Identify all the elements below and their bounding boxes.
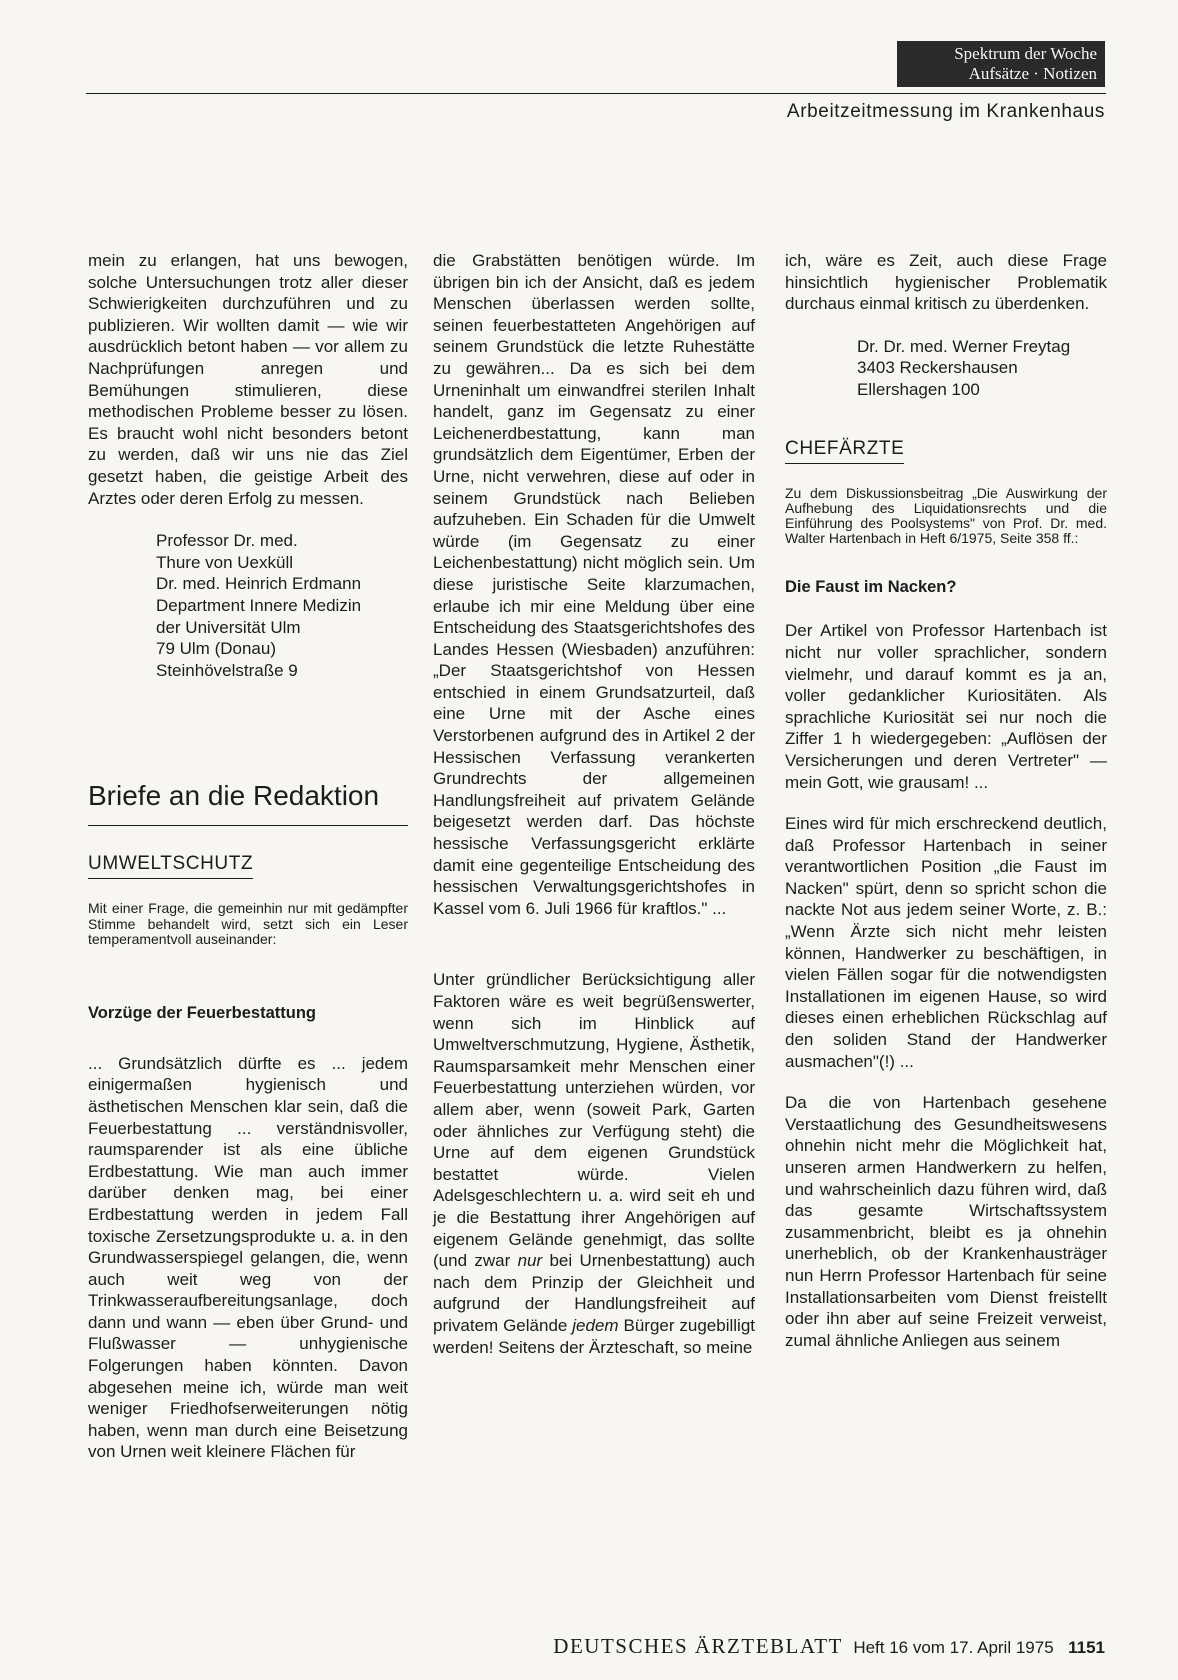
signature-line: Thure von Uexküll [156, 552, 294, 572]
signature-line: Steinhövelstraße 9 [156, 660, 298, 680]
badge-line-2: Aufsätze · Notizen [968, 64, 1097, 83]
paragraph: mein zu erlangen, hat uns bewogen, solche Untersuchungen trotz aller dieser Schwierigkeiten durchzuführen und zu publizieren. Wir wollten damit — wie wir ausdrücklich betont haben — vor allem zu Nachprüfungen anregen und Bemühungen stimulieren, diese methodischen Probleme besser zu lösen. Es braucht wohl nicht besonders betont zu werden, daß wir uns nie das Ziel gesetzt haben, die geistige Arbeit des Arztes oder deren Erfolg zu messen. [88, 251, 408, 508]
letters-heading: Briefe an die Redaktion [88, 779, 408, 826]
intro-text: Zu dem Diskussionsbeitrag „Die Auswirkung der Aufhebung des Liquidationsrechts und die Einführung des Poolsystems" von Prof. Dr. med. Walter Hartenbach in Heft 6/1975, Seite 358 ff.: [785, 484, 1107, 547]
emphasis: jedem [572, 1315, 619, 1335]
paragraph: Der Artikel von Professor Hartenbach ist nicht nur voller sprachlicher, sondern vielmehr, und darauf kommt es ja an, voller gedanklicher Kuriositäten. Als sprachliche Kuriosität sei nur noch die Ziffer 1 h wiedergegeben: „Auflösen der Versicherungen und deren Vertreter" — mein Gott, wie grausam! ... [785, 621, 1107, 792]
paragraph: ... Grundsätzlich dürfte es ... jedem einigermaßen hygienisch und ästhetischen Menschen klar sein, daß die Feuerbestattung ... verständnisvoller, raumsparender ist als eine übliche Erdbestattung. Wie man auch immer darüber denken mag, bei einer Erdbestattung werden in jedem Fall toxische Zersetzungsprodukte u. a. in den Grundwasserspiegel gelangen, die, wenn auch weit weg von der Trinkwasseraufbereitungsanlage, doch dann und wann — eben über Grund- und Flußwasser — unhygienische Folgerungen haben könnten. Davon abgesehen meine ich, würde man weit weniger Friedhofserweiterungen nötig haben, wenn man durch eine Beisetzung von Urnen weit kleinere Flächen für [88, 1053, 408, 1462]
column-3 [785, 250, 1107, 1351]
signature-line: 79 Ulm (Donau) [156, 639, 276, 659]
text-run: Bürger zugebilligt werden! Seitens der Ärzteschaft, so meine [433, 1315, 756, 1357]
category-heading: CHEFÄRZTE [785, 437, 904, 464]
paragraph: Eines wird für mich erschreckend deutlich, daß Professor Hartenbach in seiner verantwortlichen Position „die Faust im Nacken" spürt, denn so spricht schon die nackte Not aus jedem seiner Worte, z. B.: „Wenn Ärzte sich nicht mehr leisten können, Handwerker zu beschäftigen, in vielen Fällen sogar für die notwendigsten Installationen im eigenen Hause, so wird dieses einen erheblichen Rückschlag auf den soliden Stand der Handwerker ausmachen"(!) ... [785, 814, 1107, 1071]
top-rule [86, 93, 1106, 94]
signature-line: 3403 Reckershausen [857, 358, 1018, 378]
paragraph: Da die von Hartenbach gesehene Verstaatlichung des Gesundheitswesens ohnehin nicht mehr die Möglichkeit hat, unseren armen Handwerkern zu helfen, und wahrscheinlich dazu führen wird, daß das gesamte Wirtschaftssystem zusammenbricht, bleibt es ja ohnehin unerheblich, ob der Krankenhausträger nun Herrn Professor Hartenbach für seine Installationsarbeiten vom Dienst freistellt oder ihn aber auf seine Freizeit verweist, zumal ähnliche Anliegen aus seinem [785, 1093, 1107, 1350]
paragraph [433, 969, 755, 1358]
text-run: Unter gründlicher Berücksichtigung aller Faktoren wäre es weit begrüßenswerter, wenn sich im Hinblick auf Umweltverschmutzung, Hygiene, Ästhetik, Raumsparsamkeit mehr Menschen einer Feuerbestattung unterziehen würden, vor allem aber, wenn (soweit Park, Garten oder ähnliches zur Verfügung steht) die Urne auf dem eigenen Grundstück bestattet würde. Vielen Adelsgeschlechtern u. a. wird seit eh und je die Bestattung ihrer Angehörigen auf eigenem Gelände genehmigt, das sollte (und zwar [433, 970, 755, 1271]
section-badge [897, 41, 1105, 87]
intro-text: Mit einer Frage, die gemeinhin nur mit gedämpfter Stimme behandelt wird, setzt sich ein Leser temperamentvoll auseinander: [88, 900, 408, 947]
paragraph: die Grabstätten benötigen würde. Im übrigen bin ich der Ansicht, daß es jedem Menschen überlassen werden sollte, seinen feuerbestatteten Angehörigen auf seinem Grundstück die letzte Ruhestätte zu gewähren... Da es sich bei dem Urneninhalt um einwandfrei sterilen Inhalt handelt, ganz im Gegensatz zu einer Leichenerdbestattung, kann man grundsätzlich dem Eigentümer, Erben der Urne, nicht verwehren, diese auf oder in seinem Grundstück nach Belieben aufzuheben. Ein Schaden für die Umwelt würde (im Gegensatz zu einer Leichenbestattung) nicht möglich sein. Um diese juristische Seite klarzumachen, erlaube ich mir eine Meldung über eine Entscheidung des Staatsgerichtshofes des Landes Hessen (Wiesbaden) anzuführen: „Der Staatsgerichtshof von Hessen entschied in einem Grundsatzurteil, daß eine Urne mit der Asche eines Verstorbenen aufgrund des in Artikel 2 der Hessischen Verfassung verankerten Grundrechts der allgemeinen Handlungsfreiheit auf privatem Gelände beigesetzt werden darf. Das höchste hessische Verfassungsgericht erklärte damit eine gegenteilige Entscheidung des hessischen Verwaltungsgerichtshofes in Kassel vom 6. Juli 1966 für kraftlos." ... [433, 251, 755, 918]
signature-line: Ellershagen 100 [857, 379, 980, 399]
column-2 [433, 250, 755, 1358]
article-title: Vorzüge der Feuerbestattung [88, 1004, 316, 1023]
issue-info: Heft 16 vom 17. April 1975 [853, 1638, 1054, 1657]
page-number: 1151 [1068, 1638, 1105, 1657]
category-heading: UMWELTSCHUTZ [88, 852, 253, 879]
signature-line: Professor Dr. med. [156, 531, 298, 551]
signature-line: Dr. med. Heinrich Erdmann [156, 574, 362, 594]
paragraph: ich, wäre es Zeit, auch diese Frage hinsichtlich hygienischer Problematik durchaus einmal kritisch zu überdenken. [785, 251, 1107, 314]
signature-line: Department Innere Medizin [156, 595, 362, 615]
journal-name: DEUTSCHES ÄRZTEBLATT [553, 1634, 843, 1658]
signature-block [156, 530, 408, 681]
signature-block [857, 336, 1107, 401]
article-title: Die Faust im Nacken? [785, 577, 957, 596]
section-title: Arbeitzeitmessung im Krankenhaus [786, 101, 1105, 122]
emphasis: nur [517, 1251, 543, 1271]
page-footer [553, 1634, 1105, 1659]
column-1 [88, 250, 408, 1463]
signature-line: Dr. Dr. med. Werner Freytag [857, 336, 1071, 356]
text-run: bei Urnenbestattung) auch nach dem Prinzip der Gleichheit und aufgrund der Handlungsfreiheit auf privatem Gelände [433, 1251, 756, 1335]
badge-line-1: Spektrum der Woche [954, 44, 1097, 63]
signature-line: der Universität Ulm [156, 617, 301, 637]
